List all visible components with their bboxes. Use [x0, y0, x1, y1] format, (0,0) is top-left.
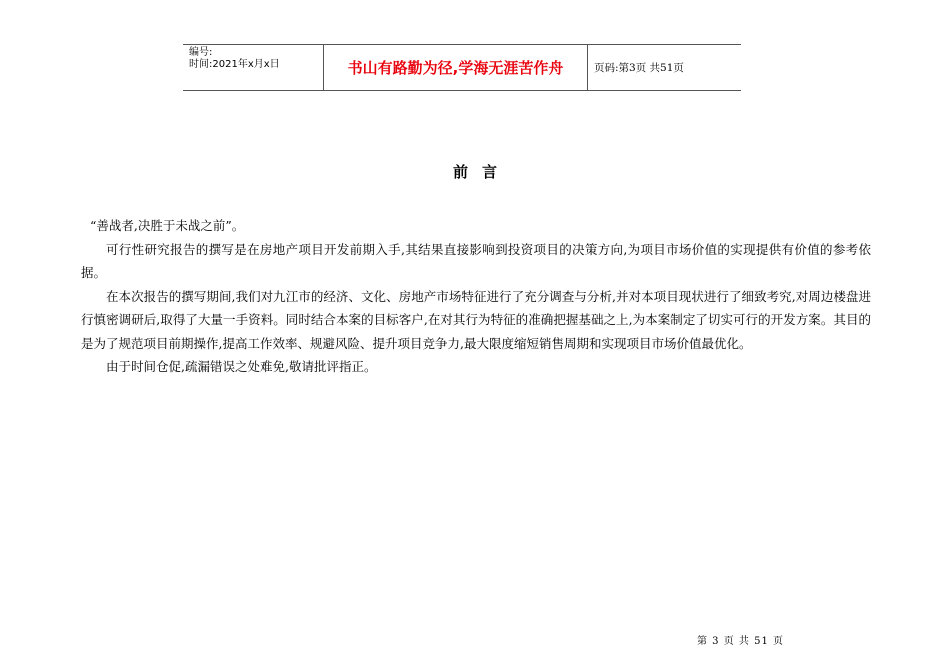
paragraph-purpose: 可行性研究报告的撰写是在房地产项目开发前期入手,其结果直接影响到投资项目的决策方向,为项目市场价值的实现提供有价值的参考依据。 [81, 241, 871, 280]
document-body [81, 214, 871, 379]
document-time-label: 时间:2021年x月x日 [189, 59, 280, 70]
header-motto: 书山有路勤为径,学海无涯苦作舟 [324, 45, 588, 90]
page-header [183, 44, 741, 91]
header-page-code: 页码:第3页 共51页 [594, 62, 684, 74]
page-footer: 第 3 页 共 51 页 [697, 636, 784, 647]
paragraph-quote: “善战者,决胜于未战之前”。 [90, 218, 245, 233]
document-number-label: 编号: [189, 47, 213, 58]
paragraph-research: 在本次报告的撰写期间,我们对九江市的经济、文化、房地产市场特征进行了充分调查与分析,并对本项目现状进行了细致考究,对周边楼盘进行慎密调研后,取得了大量一手资料。同时结合本案的目标客户,在对其行为特征的准确把握基础之上,为本案制定了切实可行的开发方案。其目的是为了规范项目前期操作,提高工作效率、规避风险、提升项目竞争力,最大限度缩短销售周期和实现项目市场价值最优化。 [81, 288, 871, 351]
paragraph-disclaimer: 由于时间仓促,疏漏错误之处难免,敬请批评指正。 [106, 359, 377, 374]
header-meta [183, 45, 324, 90]
page-title: 前言 [452, 163, 511, 181]
